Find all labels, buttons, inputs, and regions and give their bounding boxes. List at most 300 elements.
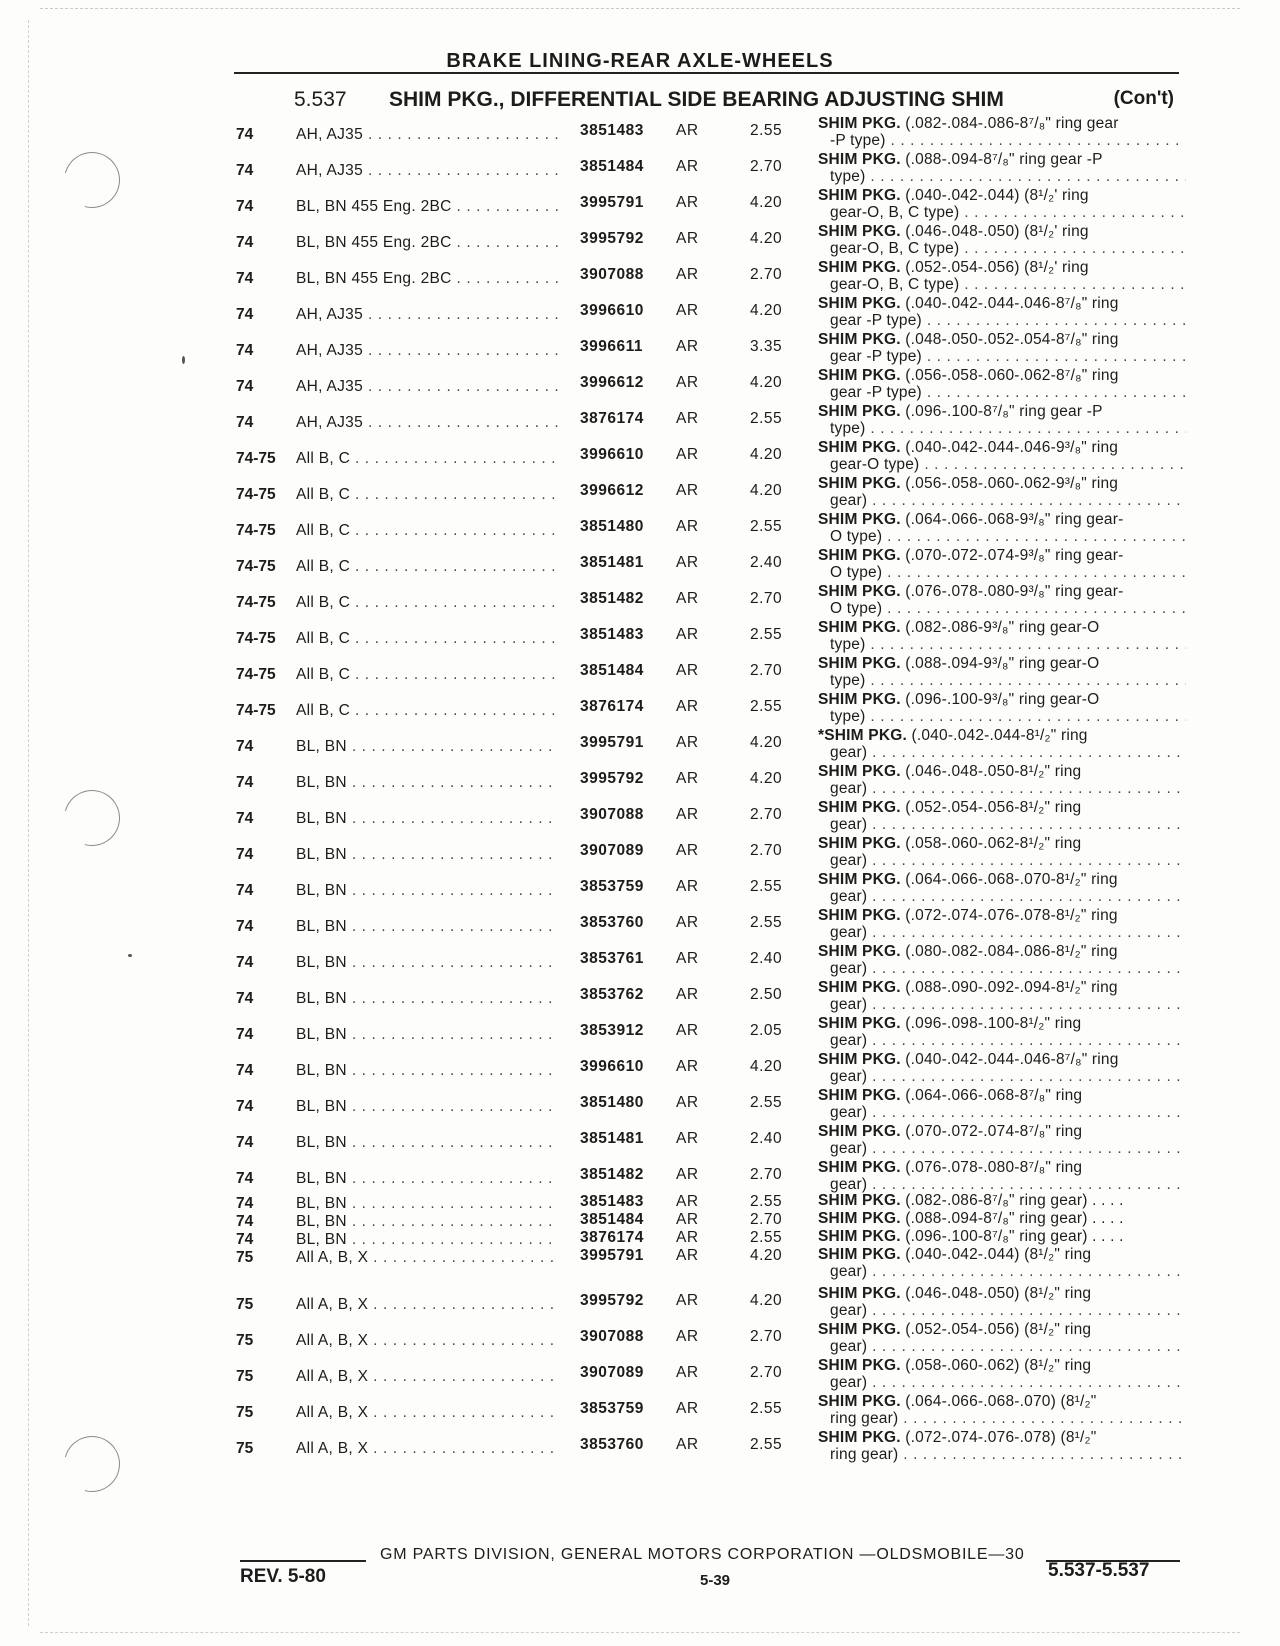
- row-price: 2.55: [750, 698, 783, 715]
- row-part-number: 3851483: [580, 1193, 644, 1210]
- row-part-number: 3851484: [580, 662, 644, 679]
- row-description-continuation: gear -P type) . . .: [818, 312, 1186, 329]
- row-description-line: SHIM PKG. (.052-.054-.056) (8¹/₂' ring: [818, 259, 1089, 276]
- row-model: All B, C . . .: [296, 450, 558, 468]
- row-description-continuation: type) . . .: [818, 420, 1186, 437]
- row-part-number: 3851481: [580, 1130, 644, 1147]
- row-description-continuation: gear-O, B, C type) . . .: [818, 240, 1186, 257]
- row-description-line: SHIM PKG. (.056-.058-.060-.062-9³/₈" ring: [818, 475, 1119, 492]
- row-description-continuation: type) . . .: [818, 672, 1186, 689]
- row-year: 74: [236, 1134, 254, 1151]
- row-part-number: 3995791: [580, 1247, 644, 1264]
- row-description-line: SHIM PKG. (.082-.084-.086-8⁷/₈" ring gear: [818, 115, 1119, 132]
- table-row: [0, 544, 1280, 580]
- row-price: 4.20: [750, 770, 783, 787]
- row-model: BL, BN . . .: [296, 1026, 558, 1044]
- row-description: [818, 1321, 1186, 1355]
- row-model: All B, C . . .: [296, 666, 558, 684]
- row-price: 4.20: [750, 230, 783, 247]
- row-quantity: AR: [676, 482, 699, 499]
- row-description-continuation: type) . . .: [818, 168, 1186, 185]
- row-description-line: SHIM PKG. (.048-.050-.052-.054-8⁷/₈" ring: [818, 331, 1119, 348]
- row-quantity: AR: [676, 1292, 699, 1309]
- row-price: 2.70: [750, 1364, 783, 1381]
- row-year: 74: [236, 1062, 254, 1079]
- row-year: 74: [236, 198, 254, 215]
- row-description-line: SHIM PKG. (.070-.072-.074-8⁷/₈" ring: [818, 1123, 1083, 1140]
- row-quantity: AR: [676, 698, 699, 715]
- row-description-continuation: gear) . . .: [818, 1140, 1186, 1157]
- row-quantity: AR: [676, 986, 699, 1003]
- row-year: 74: [236, 846, 254, 863]
- row-year: 74-75: [236, 666, 276, 683]
- row-price: 2.70: [750, 806, 783, 823]
- row-model: BL, BN . . .: [296, 1195, 558, 1213]
- row-model: All B, C . . .: [296, 486, 558, 504]
- row-description-continuation: gear) . . .: [818, 1338, 1186, 1355]
- row-description-line: SHIM PKG. (.058-.060-.062) (8¹/₂" ring: [818, 1357, 1092, 1374]
- row-year: 74-75: [236, 558, 276, 575]
- table-row: [0, 328, 1280, 364]
- group-heading: [294, 88, 1174, 112]
- row-description: [818, 1246, 1186, 1280]
- row-description: [818, 835, 1186, 869]
- row-quantity: AR: [676, 446, 699, 463]
- row-year: 74-75: [236, 630, 276, 647]
- row-part-number: 3853759: [580, 1400, 644, 1417]
- row-description-line: SHIM PKG. (.076-.078-.080-8⁷/₈" ring: [818, 1159, 1083, 1176]
- row-price: 2.55: [750, 1229, 783, 1246]
- footer-revision: REV. 5-80: [240, 1566, 326, 1587]
- row-description-continuation: type) . . .: [818, 708, 1186, 725]
- row-price: 3.35: [750, 338, 783, 355]
- table-row: [0, 184, 1280, 220]
- row-description-line: SHIM PKG. (.052-.054-.056) (8¹/₂" ring: [818, 1321, 1092, 1338]
- row-description: [818, 871, 1186, 905]
- table-row: [0, 616, 1280, 652]
- row-year: 74: [236, 1231, 254, 1248]
- table-row: [0, 364, 1280, 400]
- row-part-number: 3996610: [580, 302, 644, 319]
- title-rule: [234, 72, 1179, 74]
- row-price: 2.40: [750, 1130, 783, 1147]
- table-row: [0, 112, 1280, 148]
- row-price: 2.55: [750, 122, 783, 139]
- row-description: [818, 799, 1186, 833]
- row-part-number: 3995792: [580, 1292, 644, 1309]
- row-part-number: 3853761: [580, 950, 644, 967]
- row-description-line: SHIM PKG. (.040-.042-.044-.046-8⁷/₈" ring: [818, 295, 1119, 312]
- row-model: All B, C . . .: [296, 522, 558, 540]
- row-price: 4.20: [750, 1058, 783, 1075]
- table-row: [0, 760, 1280, 796]
- row-description-line: SHIM PKG. (.046-.048-.050-8¹/₂" ring: [818, 763, 1082, 780]
- row-model: BL, BN . . .: [296, 1231, 558, 1249]
- table-row: [0, 652, 1280, 688]
- row-quantity: AR: [676, 1022, 699, 1039]
- row-model: BL, BN . . .: [296, 990, 558, 1008]
- row-price: 2.70: [750, 1166, 783, 1183]
- row-model: AH, AJ35 . . .: [296, 306, 558, 324]
- row-description-continuation: gear -P type) . . .: [818, 384, 1186, 401]
- row-model: BL, BN . . .: [296, 1213, 558, 1231]
- row-model: AH, AJ35 . . .: [296, 414, 558, 432]
- row-model: All A, B, X . . .: [296, 1404, 558, 1422]
- row-description: [818, 511, 1186, 545]
- row-year: 74-75: [236, 486, 276, 503]
- table-row: [0, 724, 1280, 760]
- row-description: [818, 1228, 1186, 1245]
- row-description-continuation: gear) . . .: [818, 960, 1186, 977]
- row-description: [818, 1192, 1186, 1209]
- table-row: [0, 796, 1280, 832]
- row-description-continuation: gear-O type) . . .: [818, 456, 1186, 473]
- row-quantity: AR: [676, 158, 699, 175]
- row-year: 75: [236, 1440, 254, 1457]
- row-description: [818, 547, 1186, 581]
- row-part-number: 3851481: [580, 554, 644, 571]
- row-quantity: AR: [676, 1193, 699, 1210]
- row-description-continuation: ring gear) . . .: [818, 1410, 1186, 1427]
- row-model: BL, BN . . .: [296, 882, 558, 900]
- row-description: [818, 619, 1186, 653]
- row-year: 74: [236, 1026, 254, 1043]
- row-part-number: 3995791: [580, 194, 644, 211]
- row-part-number: 3853760: [580, 914, 644, 931]
- row-part-number: 3907089: [580, 842, 644, 859]
- row-price: 2.55: [750, 1436, 783, 1453]
- row-description: [818, 331, 1186, 365]
- footer-corporation: GM PARTS DIVISION, GENERAL MOTORS CORPORATION —OLDSMOBILE—30: [380, 1546, 1025, 1563]
- row-year: 74: [236, 1170, 254, 1187]
- row-model: BL, BN . . .: [296, 1098, 558, 1116]
- row-description-continuation: gear-O, B, C type) . . .: [818, 276, 1186, 293]
- row-quantity: AR: [676, 410, 699, 427]
- row-description-line: SHIM PKG. (.082-.086-8⁷/₈" ring gear) . . . .: [818, 1192, 1124, 1209]
- row-quantity: AR: [676, 266, 699, 283]
- row-quantity: AR: [676, 770, 699, 787]
- row-quantity: AR: [676, 1094, 699, 1111]
- row-year: 75: [236, 1296, 254, 1313]
- row-quantity: AR: [676, 950, 699, 967]
- table-row: [0, 1012, 1280, 1048]
- row-price: 2.40: [750, 950, 783, 967]
- row-description: [818, 727, 1186, 761]
- row-year: 74-75: [236, 450, 276, 467]
- row-model: AH, AJ35 . . .: [296, 378, 558, 396]
- row-year: 74: [236, 810, 254, 827]
- row-model: BL, BN . . .: [296, 810, 558, 828]
- page-edge-top: [40, 8, 1240, 9]
- row-quantity: AR: [676, 626, 699, 643]
- table-row: [0, 1192, 1280, 1210]
- row-description-continuation: gear) . . .: [818, 1068, 1186, 1085]
- row-model: All A, B, X . . .: [296, 1440, 558, 1458]
- table-row: [0, 256, 1280, 292]
- row-description: [818, 1429, 1186, 1463]
- row-price: 2.55: [750, 626, 783, 643]
- row-year: 74: [236, 162, 254, 179]
- row-description-line: SHIM PKG. (.072-.074-.076-.078) (8¹/₂": [818, 1429, 1097, 1446]
- row-part-number: 3996611: [580, 338, 643, 355]
- row-model: BL, BN . . .: [296, 954, 558, 972]
- row-description-line: SHIM PKG. (.088-.094-8⁷/₈" ring gear) . . . .: [818, 1210, 1124, 1227]
- row-description-continuation: O type) . . .: [818, 528, 1186, 545]
- row-description: [818, 259, 1186, 293]
- row-model: BL, BN . . .: [296, 774, 558, 792]
- row-part-number: 3907088: [580, 266, 644, 283]
- row-part-number: 3853762: [580, 986, 644, 1003]
- row-description-continuation: ring gear) . . .: [818, 1446, 1186, 1463]
- row-quantity: AR: [676, 374, 699, 391]
- row-description-line: SHIM PKG. (.040-.042-.044) (8¹/₂' ring: [818, 187, 1089, 204]
- row-quantity: AR: [676, 1058, 699, 1075]
- row-part-number: 3851484: [580, 158, 644, 175]
- row-description-line: SHIM PKG. (.096-.100-9³/₈" ring gear-O: [818, 691, 1100, 708]
- row-description-continuation: -P type) . . .: [818, 132, 1186, 149]
- row-description-line: SHIM PKG. (.040-.042-.044-.046-9³/₈" ring: [818, 439, 1119, 456]
- row-model: All B, C . . .: [296, 558, 558, 576]
- row-description: [818, 1285, 1186, 1319]
- row-year: 74: [236, 342, 254, 359]
- row-description-line: SHIM PKG. (.040-.042-.044) (8¹/₂" ring: [818, 1246, 1092, 1263]
- row-part-number: 3851480: [580, 1094, 644, 1111]
- table-row: [0, 400, 1280, 436]
- row-year: 74: [236, 270, 254, 287]
- row-model: AH, AJ35 . . .: [296, 126, 558, 144]
- row-quantity: AR: [676, 1400, 699, 1417]
- row-year: 74: [236, 126, 254, 143]
- row-part-number: 3853912: [580, 1022, 644, 1039]
- row-part-number: 3851482: [580, 590, 644, 607]
- row-description-line: SHIM PKG. (.058-.060-.062-8¹/₂" ring: [818, 835, 1082, 852]
- row-description-continuation: gear) . . .: [818, 1176, 1186, 1193]
- row-year: 75: [236, 1368, 254, 1385]
- group-number: 5.537: [294, 88, 347, 111]
- row-quantity: AR: [676, 302, 699, 319]
- row-part-number: 3996612: [580, 482, 644, 499]
- group-title: SHIM PKG., DIFFERENTIAL SIDE BEARING ADJUSTING SHIM: [389, 88, 1004, 111]
- table-row: [0, 508, 1280, 544]
- row-model: BL, BN . . .: [296, 846, 558, 864]
- row-model: All A, B, X . . .: [296, 1332, 558, 1350]
- table-row: [0, 904, 1280, 940]
- row-description-line: SHIM PKG. (.088-.094-8⁷/₈" ring gear -P: [818, 151, 1103, 168]
- table-row: [0, 580, 1280, 616]
- row-part-number: 3851482: [580, 1166, 644, 1183]
- row-quantity: AR: [676, 842, 699, 859]
- row-quantity: AR: [676, 338, 699, 355]
- row-year: 74-75: [236, 522, 276, 539]
- row-price: 4.20: [750, 374, 783, 391]
- row-quantity: AR: [676, 590, 699, 607]
- row-description-continuation: gear) . . .: [818, 492, 1186, 509]
- row-description-line: SHIM PKG. (.088-.090-.092-.094-8¹/₂" ring: [818, 979, 1118, 996]
- row-year: 75: [236, 1249, 254, 1266]
- row-part-number: 3853760: [580, 1436, 644, 1453]
- row-description: [818, 655, 1186, 689]
- table-row: [0, 688, 1280, 724]
- table-row: [0, 1282, 1280, 1318]
- row-quantity: AR: [676, 1166, 699, 1183]
- row-description: [818, 691, 1186, 725]
- row-price: 4.20: [750, 446, 783, 463]
- table-row: [0, 148, 1280, 184]
- row-model: BL, BN . . .: [296, 738, 558, 756]
- row-quantity: AR: [676, 518, 699, 535]
- row-description-line: SHIM PKG. (.070-.072-.074-9³/₈" ring gear-: [818, 547, 1124, 564]
- table-row: [0, 1354, 1280, 1390]
- row-part-number: 3907088: [580, 1328, 644, 1345]
- row-quantity: AR: [676, 1229, 699, 1246]
- row-description-line: SHIM PKG. (.056-.058-.060-.062-8⁷/₈" ring: [818, 367, 1119, 384]
- row-price: 4.20: [750, 734, 783, 751]
- table-row: [0, 1120, 1280, 1156]
- row-quantity: AR: [676, 878, 699, 895]
- row-model: All A, B, X . . .: [296, 1249, 558, 1267]
- table-row: [0, 1156, 1280, 1192]
- row-description: [818, 439, 1186, 473]
- footer-rule-left: [240, 1560, 366, 1562]
- table-row: [0, 940, 1280, 976]
- row-part-number: 3907088: [580, 806, 644, 823]
- row-description: [818, 367, 1186, 401]
- row-price: 2.40: [750, 554, 783, 571]
- row-year: 74: [236, 774, 254, 791]
- row-part-number: 3996612: [580, 374, 644, 391]
- row-description: [818, 403, 1186, 437]
- row-price: 2.55: [750, 1193, 783, 1210]
- row-description-continuation: gear) . . .: [818, 888, 1186, 905]
- table-row: [0, 292, 1280, 328]
- row-quantity: AR: [676, 806, 699, 823]
- table-row: [0, 1228, 1280, 1246]
- table-row: [0, 868, 1280, 904]
- row-quantity: AR: [676, 734, 699, 751]
- table-row: [0, 220, 1280, 256]
- row-year: 75: [236, 1332, 254, 1349]
- row-quantity: AR: [676, 914, 699, 931]
- row-part-number: 3876174: [580, 1229, 644, 1246]
- row-model: AH, AJ35 . . .: [296, 162, 558, 180]
- row-part-number: 3995792: [580, 770, 644, 787]
- row-price: 2.55: [750, 518, 783, 535]
- row-description-continuation: O type) . . .: [818, 564, 1186, 581]
- row-year: 74: [236, 882, 254, 899]
- row-description-line: SHIM PKG. (.096-.100-8⁷/₈" ring gear) . . . .: [818, 1228, 1124, 1245]
- row-part-number: 3876174: [580, 698, 644, 715]
- table-row: [0, 1426, 1280, 1462]
- table-row: [0, 1246, 1280, 1280]
- row-description-continuation: gear) . . .: [818, 1302, 1186, 1319]
- row-quantity: AR: [676, 1130, 699, 1147]
- row-description-line: SHIM PKG. (.046-.048-.050) (8¹/₂" ring: [818, 1285, 1092, 1302]
- page-edge-bottom: [40, 1632, 1240, 1633]
- row-quantity: AR: [676, 1211, 699, 1228]
- table-row: [0, 1390, 1280, 1426]
- row-description-continuation: gear-O, B, C type) . . .: [818, 204, 1186, 221]
- row-year: 74: [236, 414, 254, 431]
- table-row: [0, 1318, 1280, 1354]
- row-description-line: SHIM PKG. (.064-.066-.068-8⁷/₈" ring: [818, 1087, 1083, 1104]
- row-year: 74-75: [236, 594, 276, 611]
- row-quantity: AR: [676, 194, 699, 211]
- row-description: [818, 151, 1186, 185]
- row-part-number: 3996610: [580, 1058, 644, 1075]
- row-quantity: AR: [676, 1328, 699, 1345]
- row-description-line: SHIM PKG. (.046-.048-.050) (8¹/₂' ring: [818, 223, 1089, 240]
- row-price: 2.55: [750, 410, 783, 427]
- row-description-continuation: gear) . . .: [818, 1263, 1186, 1280]
- row-description-continuation: gear) . . .: [818, 780, 1186, 797]
- row-price: 2.70: [750, 1328, 783, 1345]
- row-price: 2.70: [750, 590, 783, 607]
- row-quantity: AR: [676, 1364, 699, 1381]
- row-description-line: SHIM PKG. (.052-.054-.056-8¹/₂" ring: [818, 799, 1082, 816]
- row-quantity: AR: [676, 554, 699, 571]
- row-model: BL, BN . . .: [296, 1134, 558, 1152]
- row-description: [818, 1051, 1186, 1085]
- row-price: 4.20: [750, 302, 783, 319]
- row-quantity: AR: [676, 662, 699, 679]
- row-year: 74: [236, 954, 254, 971]
- row-description: [818, 187, 1186, 221]
- row-price: 2.70: [750, 158, 783, 175]
- row-description-line: SHIM PKG. (.082-.086-9³/₈" ring gear-O: [818, 619, 1100, 636]
- row-part-number: 3907089: [580, 1364, 644, 1381]
- row-description: [818, 1357, 1186, 1391]
- row-description-line: SHIM PKG. (.064-.066-.068-9³/₈" ring gear-: [818, 511, 1124, 528]
- row-price: 4.20: [750, 1247, 783, 1264]
- row-price: 4.20: [750, 1292, 783, 1309]
- row-description: [818, 1159, 1186, 1193]
- row-description-line: SHIM PKG. (.080-.082-.084-.086-8¹/₂" ring: [818, 943, 1118, 960]
- row-price: 2.70: [750, 842, 783, 859]
- row-description-continuation: gear) . . .: [818, 744, 1186, 761]
- row-description-continuation: type) . . .: [818, 636, 1186, 653]
- row-description: [818, 475, 1186, 509]
- row-description-line: SHIM PKG. (.064-.066-.068-.070-8¹/₂" ring: [818, 871, 1118, 888]
- row-price: 2.70: [750, 266, 783, 283]
- table-row: [0, 1084, 1280, 1120]
- row-description-line: SHIM PKG. (.096-.100-8⁷/₈" ring gear -P: [818, 403, 1103, 420]
- row-price: 4.20: [750, 194, 783, 211]
- row-price: 2.70: [750, 1211, 783, 1228]
- row-part-number: 3851480: [580, 518, 644, 535]
- row-model: BL, BN . . .: [296, 1062, 558, 1080]
- row-description: [818, 223, 1186, 257]
- row-description: [818, 1087, 1186, 1121]
- row-description-continuation: gear) . . .: [818, 1032, 1186, 1049]
- row-description-line: *SHIM PKG. (.040-.042-.044-8¹/₂" ring: [818, 727, 1088, 744]
- row-model: BL, BN . . .: [296, 918, 558, 936]
- table-row: [0, 1210, 1280, 1228]
- row-description: [818, 763, 1186, 797]
- continued-label: (Con't): [1113, 88, 1174, 109]
- table-row: [0, 436, 1280, 472]
- row-description-continuation: gear) . . .: [818, 1104, 1186, 1121]
- row-model: All B, C . . .: [296, 630, 558, 648]
- row-year: 74: [236, 1195, 254, 1212]
- row-price: 2.55: [750, 1094, 783, 1111]
- row-description-line: SHIM PKG. (.072-.074-.076-.078-8¹/₂" ring: [818, 907, 1118, 924]
- row-year: 74: [236, 990, 254, 1007]
- row-quantity: AR: [676, 1436, 699, 1453]
- row-quantity: AR: [676, 122, 699, 139]
- row-model: All A, B, X . . .: [296, 1296, 558, 1314]
- row-quantity: AR: [676, 230, 699, 247]
- row-description: [818, 979, 1186, 1013]
